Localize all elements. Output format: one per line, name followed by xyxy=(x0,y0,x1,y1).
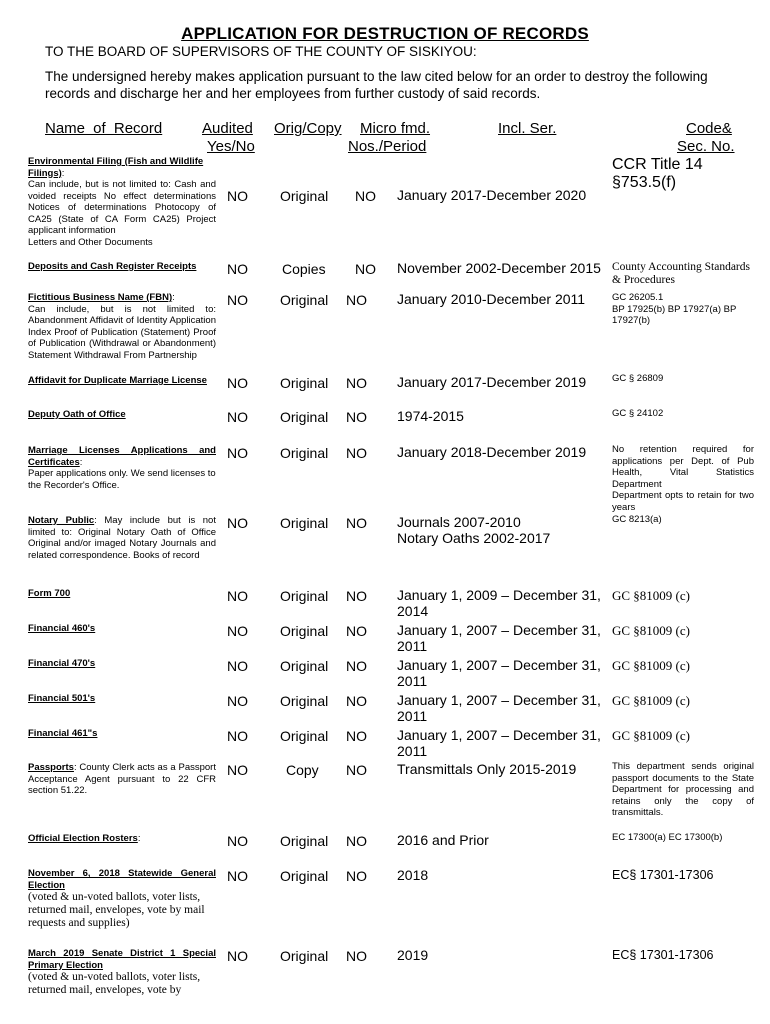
orig-value: Original xyxy=(280,445,329,461)
record-desc: (voted & un-voted ballots, voter lists, returned mail, envelopes, vote by xyxy=(28,971,201,996)
record-row xyxy=(28,623,216,635)
micro-value: NO xyxy=(346,658,367,674)
orig-value: Original xyxy=(280,658,329,674)
code-value: CCR Title 14 §753.5(f) xyxy=(612,156,703,191)
orig-value: Original xyxy=(280,375,329,391)
header-micro-2: Nos./Period xyxy=(348,138,427,155)
record-title: Passports xyxy=(28,762,74,773)
micro-value: NO xyxy=(346,868,367,884)
orig-value: Original xyxy=(280,292,329,308)
orig-value: Original xyxy=(280,188,329,204)
orig-value: Original xyxy=(280,515,329,531)
incl-value: January 1, 2009 – December 31, 2014 xyxy=(397,587,601,619)
record-row xyxy=(28,728,216,740)
incl-value: January 2010-December 2011 xyxy=(397,291,586,307)
record-title: Official Election Rosters xyxy=(28,833,138,844)
orig-value: Original xyxy=(280,868,329,884)
audited-value: NO xyxy=(227,833,248,849)
audited-value: NO xyxy=(227,445,248,461)
audited-value: NO xyxy=(227,728,248,744)
micro-value: NO xyxy=(346,623,367,639)
header-incl: Incl. Ser. xyxy=(498,120,557,137)
code-value: GC § 24102 xyxy=(612,408,664,419)
audited-value: NO xyxy=(227,623,248,639)
orig-value: Original xyxy=(280,693,329,709)
header-orig: Orig/Copy xyxy=(274,120,342,137)
record-title: Fictitious Business Name (FBN) xyxy=(28,292,173,303)
code-value: EC§ 17301-17306 xyxy=(612,868,714,882)
orig-value: Original xyxy=(280,409,329,425)
record-title: Marriage Licenses Applications and Certificates xyxy=(28,445,216,468)
audited-value: NO xyxy=(227,762,248,778)
record-row: Environmental Filing (Fish and Wildlife Filings): Can include, but is not limited to: Cash and voided receipts No effect determinations Notices of determinations Photocopy of CA25 (State of CA Form CA25) Project applicant information Letters and Other Documents xyxy=(28,156,216,248)
audited-value: NO xyxy=(227,658,248,674)
orig-value: Original xyxy=(280,623,329,639)
record-desc: Can include, but is not limited to: Cash and voided receipts No effect determinations Notices of determinations Photocopy of CA25 (State of CA Form CA25) Project applicant information Letters and Other Documents xyxy=(28,179,216,248)
record-desc: (voted & un-voted ballots, voter lists, returned mail, envelopes, vote by mail requests and supplies) xyxy=(28,891,205,929)
record-title: Affidavit for Duplicate Marriage License xyxy=(28,375,207,386)
code-value: GC §81009 (c) xyxy=(612,623,690,638)
record-title: Financial 470's xyxy=(28,658,96,669)
record-row: Official Election Rosters: xyxy=(28,833,141,844)
intro-paragraph: The undersigned hereby makes application pursuant to the law cited below for an order to destroy the following records and discharge her and her employees from further custody of said records. xyxy=(45,69,708,101)
orig-value: Original xyxy=(280,588,329,604)
audited-value: NO xyxy=(227,693,248,709)
record-title: Financial 461"s xyxy=(28,728,98,739)
micro-value: NO xyxy=(346,762,367,778)
code-value: EC 17300(a) EC 17300(b) xyxy=(612,832,723,843)
audited-value: NO xyxy=(227,515,248,531)
incl-value: November 2002-December 2015 xyxy=(397,260,601,276)
audited-value: NO xyxy=(227,188,248,204)
code-value: EC§ 17301-17306 xyxy=(612,948,714,962)
header-audited-2: Yes/No xyxy=(207,138,255,155)
incl-value: Transmittals Only 2015-2019 xyxy=(397,761,577,777)
record-title: March 2019 Senate District 1 Special Primary Election xyxy=(28,948,216,971)
incl-value: Journals 2007-2010 Notary Oaths 2002-2017 xyxy=(397,514,551,546)
audited-value: NO xyxy=(227,948,248,964)
audited-value: NO xyxy=(227,292,248,308)
code-value: GC 26205.1 BP 17925(b) BP 17927(a) BP 17927(b) xyxy=(612,292,737,326)
code-value: GC § 26809 xyxy=(612,373,664,384)
header-code-2: Sec. No. xyxy=(677,138,735,155)
incl-value: 2018 xyxy=(397,867,429,883)
micro-value: NO xyxy=(346,375,367,391)
record-desc: Paper applications only. We send licenses to the Recorder's Office. xyxy=(28,468,216,491)
record-row: Notary Public: May include but is not limited to: Original Notary Oath of Office Original and/or imaged Notary Journals and related correspondence. Books of record xyxy=(28,515,216,561)
record-row xyxy=(28,588,216,600)
audited-value: NO xyxy=(227,868,248,884)
record-title: Financial 501's xyxy=(28,693,96,704)
header-name: Name of Record xyxy=(45,120,163,137)
record-title: Notary Public xyxy=(28,515,95,526)
audited-value: NO xyxy=(227,588,248,604)
micro-value: NO xyxy=(346,445,367,461)
incl-value: January 2018-December 2019 xyxy=(397,444,587,460)
micro-value: NO xyxy=(346,693,367,709)
code-value: County Accounting Standards & Procedures xyxy=(612,261,750,286)
micro-value: NO xyxy=(346,588,367,604)
record-desc: Can include, but is not limited to: Abandonment Affidavit of Identity Application Index Proof of Publication (Statement) Proof of Publication (Withdrawal or Abandonment) Statement Withdrawal From Partnership xyxy=(28,303,216,361)
audited-value: NO xyxy=(227,375,248,391)
record-row xyxy=(28,658,216,670)
incl-value: 2016 and Prior xyxy=(397,832,489,848)
orig-value: Original xyxy=(280,728,329,744)
incl-value: January 2017-December 2019 xyxy=(397,374,587,390)
incl-value: January 1, 2007 – December 31, 2011 xyxy=(397,622,601,654)
header-code: Code& xyxy=(686,120,732,137)
addressee-line: TO THE BOARD OF SUPERVISORS OF THE COUNTY OF SISKIYOU: xyxy=(45,44,477,59)
incl-value: 1974-2015 xyxy=(397,408,464,424)
record-row: Fictitious Business Name (FBN): Can include, but is not limited to: Abandonment Affidavit of Identity Application Index Proof of Publication (Statement) Proof of Publication (Withdrawal or Abandonment) Statement Withdrawal From Partnership xyxy=(28,292,216,361)
audited-value: NO xyxy=(227,261,248,277)
orig-value: Original xyxy=(280,833,329,849)
micro-value: NO xyxy=(346,515,367,531)
record-title: Form 700 xyxy=(28,588,71,599)
record-row xyxy=(28,409,216,421)
code-value: GC 8213(a) xyxy=(612,514,662,525)
code-value: GC §81009 (c) xyxy=(612,658,690,673)
record-row xyxy=(28,261,216,273)
record-row xyxy=(28,693,216,705)
page-title: APPLICATION FOR DESTRUCTION OF RECORDS xyxy=(181,24,589,43)
code-value: GC §81009 (c) xyxy=(612,693,690,708)
audited-value: NO xyxy=(227,409,248,425)
record-title: November 6, 2018 Statewide General Election xyxy=(28,868,216,891)
record-row: Passports: County Clerk acts as a Passport Acceptance Agent pursuant to 22 CFR section 51.22. xyxy=(28,762,216,796)
record-row xyxy=(28,948,216,997)
code-value: GC §81009 (c) xyxy=(612,728,690,743)
micro-value: NO xyxy=(346,833,367,849)
incl-value: January 2017-December 2020 xyxy=(397,187,587,203)
incl-value: January 1, 2007 – December 31, 2011 xyxy=(397,692,601,724)
incl-value: January 1, 2007 – December 31, 2011 xyxy=(397,727,601,759)
orig-value: Copy xyxy=(286,762,319,778)
incl-value: 2019 xyxy=(397,947,429,963)
record-row xyxy=(28,868,216,930)
record-title: Deposits and Cash Register Receipts xyxy=(28,261,197,272)
micro-value: NO xyxy=(346,409,367,425)
incl-value: January 1, 2007 – December 31, 2011 xyxy=(397,657,601,689)
code-value: This department sends original passport documents to the State Department for processing and retains only the copy of transmittals. xyxy=(612,761,754,818)
header-micro: Micro fmd. xyxy=(360,120,431,137)
record-title: Deputy Oath of Office xyxy=(28,409,126,420)
micro-value: NO xyxy=(346,728,367,744)
micro-value: NO xyxy=(355,188,376,204)
micro-value: NO xyxy=(346,292,367,308)
micro-value: NO xyxy=(346,948,367,964)
code-value: No retention required for applications per Dept. of Pub Health, Vital Statistics Department Department opts to retain for two years xyxy=(612,444,754,513)
code-value: GC §81009 (c) xyxy=(612,588,690,603)
header-audited: Audited xyxy=(202,120,253,137)
record-row xyxy=(28,375,216,387)
record-title: Environmental Filing (Fish and Wildlife Filings) xyxy=(28,156,204,179)
orig-value: Copies xyxy=(282,261,326,277)
micro-value: NO xyxy=(355,261,376,277)
record-row: Marriage Licenses Applications and Certificates: Paper applications only. We send licenses to the Recorder's Office. xyxy=(28,445,216,491)
record-title: Financial 460's xyxy=(28,623,96,634)
orig-value: Original xyxy=(280,948,329,964)
